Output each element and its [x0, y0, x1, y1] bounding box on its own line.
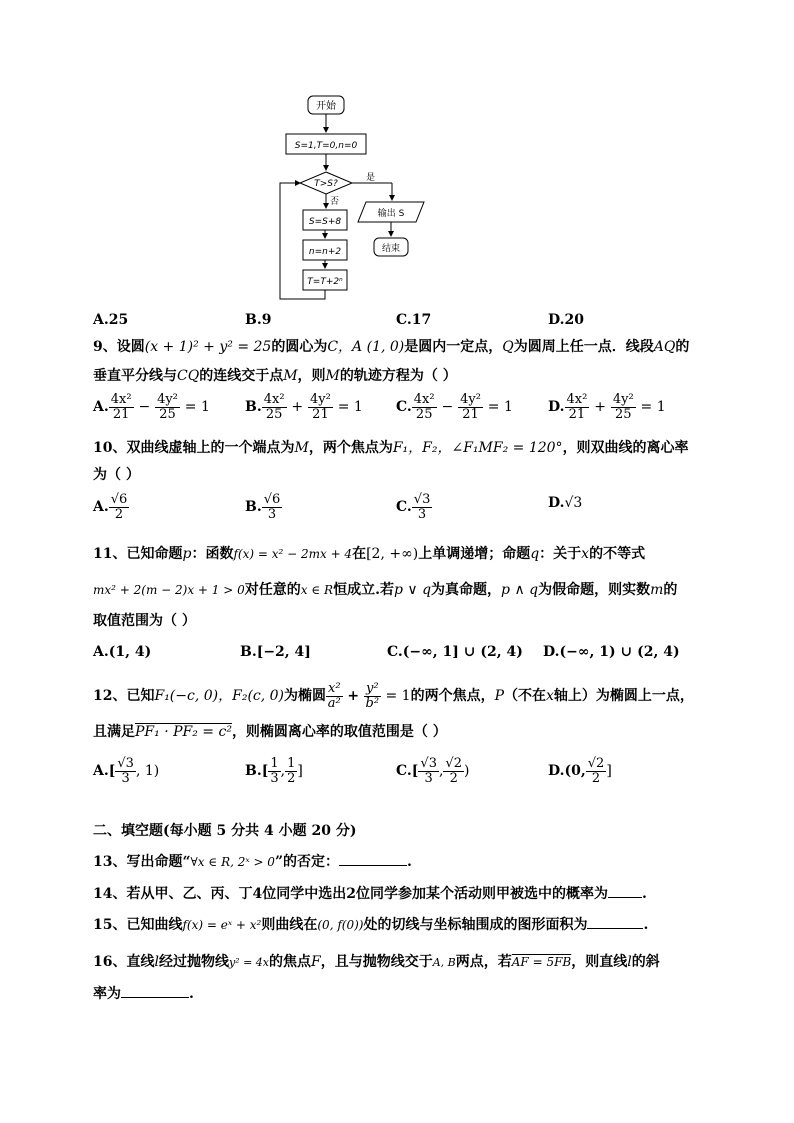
q16-line2: 率为 .	[93, 986, 194, 1002]
q12-option-c: C.[ $\frac{√3}{3}$ , $\frac{√2}{2}$ )	[396, 756, 470, 786]
q12-option-d: D.(0, $\frac{√2}{2}$ ]	[548, 756, 612, 786]
q12-line2: 且满足PF₁ · PF₂ = c²，则椭圆离心率的取值范围是（ ）	[93, 724, 447, 740]
q11-line1: 11、已知命题p：函数f(x) = x² − 2mx + 4在[2, +∞)上单调递增；命题q：关于x的不等式	[93, 546, 646, 562]
q13-answer-blank[interactable]	[339, 865, 407, 866]
q9-option-c: C. $\frac{\text{4x²}}{25}$ − $\frac{\text{4y²}}{21}$ = 1	[396, 392, 513, 422]
q10-line1: 10、双曲线虚轴上的一个端点为M，两个焦点为F₁，F₂，∠F₁MF₂ = 120°，则双曲线的离心率	[93, 440, 689, 456]
q10-option-d: D.√3	[548, 495, 583, 511]
section-heading: 二、填空题(每小题 5 分共 4 小题 20 分)	[93, 823, 357, 839]
flow-yes-label: 是	[366, 173, 376, 183]
q13: 13、写出命题“∀x ∈ R, 2ˣ > 0”的否定： .	[93, 854, 412, 870]
q12-line1: 12、已知F₁(−c, 0)，F₂(c, 0)为椭圆 $\frac{\text{x²}}{\text{a²}}$ + $\frac{\text{y²}}{\text{b²}}$ = 1的两个焦点，P（不在x轴上）为椭圆上一点，	[93, 681, 694, 711]
flowchart	[270, 90, 450, 305]
flow-step3-text: T=T+2ⁿ	[307, 277, 343, 287]
q14: 14、若从甲、乙、丙、丁4位同学中选出2位同学参加某个活动则甲被选中的概率为 .	[93, 886, 647, 902]
flow-condition-text: T>S?	[314, 179, 338, 189]
q11-option-a: A.(1, 4)	[93, 644, 152, 660]
q8-option-d: D.20	[548, 312, 584, 328]
q12-option-b: B.[ $\frac{1}{3}$ , $\frac{1}{2}$ ]	[245, 756, 303, 786]
q12-option-a: A.[ $\frac{√3}{3}$ , 1)	[93, 756, 160, 786]
flow-no-label: 否	[330, 197, 340, 207]
q9-option-b: B. $\frac{\text{4x²}}{25}$ + $\frac{\text{4y²}}{21}$ = 1	[245, 392, 363, 422]
q16-line1: 16、直线l经过抛物线y² = 4x的焦点F，且与抛物线交于A, B两点，若AF = 5FB，则直线l的斜	[93, 954, 660, 970]
q8-option-a: A.25	[93, 312, 129, 328]
flow-step2-text: n=n+2	[308, 247, 342, 257]
flow-end-text: 结束	[381, 244, 401, 254]
q9-option-d: D. $\frac{\text{4x²}}{21}$ + $\frac{\text{4y²}}{25}$ = 1	[548, 392, 666, 422]
q11-line2: mx² + 2(m − 2)x + 1 > 0对任意的x ∈ R恒成立.若p ∨ q为真命题，p ∧ q为假命题，则实数m的	[93, 582, 678, 598]
flow-step1-text: S=S+8	[308, 217, 342, 227]
q9-line1: 9、设圆(x + 1)² + y² = 25的圆心为C，A (1, 0)是圆内一定点，Q为圆周上任一点．线段AQ的	[93, 339, 690, 355]
flow-start-text: 开始	[316, 101, 336, 112]
q8-option-b: B.9	[245, 312, 272, 328]
q10-option-a: A. $\frac{√6}{2}$	[93, 492, 128, 522]
q9-option-a: A. $\frac{\text{4x²}}{21}$ − $\frac{\text{4y²}}{25}$ = 1	[93, 392, 210, 422]
q8-option-c: C.17	[396, 312, 432, 328]
q9-line2: 垂直平分线与CQ的连线交于点M，则M的轨迹方程为（ ）	[93, 368, 457, 384]
q16-answer-blank[interactable]	[121, 997, 189, 998]
q10-option-c: C. $\frac{√3}{3}$	[396, 492, 431, 522]
q10-line2: 为（ ）	[93, 467, 140, 483]
q11-option-c: C.(−∞, 1] ∪ (2, 4)	[387, 644, 523, 660]
flow-init-text: S=1,T=0,n=0	[294, 141, 358, 151]
q11-option-b: B.[−2, 4]	[240, 644, 311, 660]
flow-output-text: 输出 S	[377, 209, 405, 219]
q11-option-d: D.(−∞, 1) ∪ (2, 4)	[543, 644, 680, 660]
q11-line3: 取值范围为（ ）	[93, 613, 196, 629]
q10-option-b: B. $\frac{√6}{3}$	[245, 492, 281, 522]
q15: 15、已知曲线f(x) = eˣ + x²则曲线在(0, f(0))处的切线与坐标轴围成的图形面积为 .	[93, 917, 649, 933]
q14-answer-blank[interactable]	[608, 897, 642, 898]
q15-answer-blank[interactable]	[587, 928, 643, 929]
